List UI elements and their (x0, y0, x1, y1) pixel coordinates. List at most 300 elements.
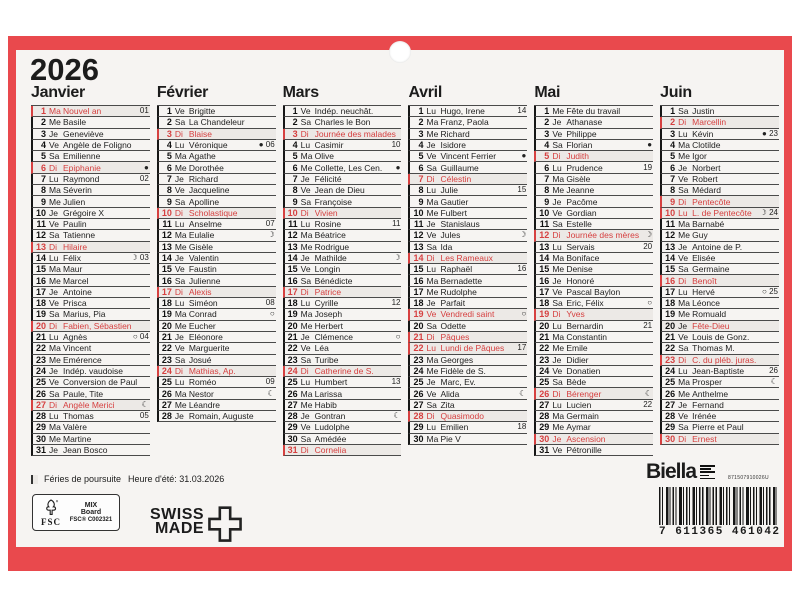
day-row (660, 129, 779, 140)
day-number: 24 (287, 365, 298, 376)
day-number: 1 (670, 106, 676, 117)
day-name: Jacqueline (188, 185, 230, 196)
day-name: Scholastique (188, 207, 238, 218)
day-number: 9 (670, 196, 676, 207)
day-name: Rosine (314, 219, 342, 230)
day-row (660, 275, 779, 286)
weekday-abbrev: Sa (552, 140, 563, 151)
day-number: 13 (665, 241, 676, 252)
day-name: Pétronille (566, 445, 602, 456)
day-number: 8 (670, 185, 676, 196)
day-name: Aymar (566, 422, 591, 433)
month-days (408, 105, 527, 445)
day-row (157, 162, 276, 173)
weekday-abbrev: Ve (552, 286, 563, 297)
weekday-abbrev: Me (300, 162, 313, 173)
weekday-abbrev: Di (174, 365, 183, 376)
day-name: Léonce (692, 298, 721, 309)
moon-week-indicator: ● (521, 151, 527, 161)
weekday-abbrev: Je (678, 320, 688, 331)
weekday-abbrev: Je (300, 332, 310, 343)
day-name: Kévin (692, 128, 714, 139)
day-number: 12 (287, 230, 298, 241)
day-number: 13 (539, 241, 550, 252)
month-name: Mars (282, 84, 319, 101)
day-name: Fernand (692, 399, 724, 410)
weekday-abbrev: Sa (678, 106, 689, 117)
fsc-mix: MIX (84, 502, 98, 509)
day-row (157, 287, 276, 298)
month-name: Juin (660, 84, 692, 101)
day-number: 19 (161, 309, 172, 320)
weekday-abbrev: Me (678, 230, 690, 241)
day-row (660, 400, 779, 411)
day-name: Fidèle de S. (440, 365, 486, 376)
day-row (408, 332, 527, 343)
day-name: Ascension (566, 433, 606, 444)
day-number: 14 (539, 253, 550, 263)
day-number: 6 (166, 162, 172, 173)
weekday-abbrev: Me (174, 241, 187, 252)
day-number: 25 (665, 377, 676, 388)
day-name: Journée des malades (314, 128, 396, 139)
fsc-tree-icon (43, 499, 59, 517)
day-number: 23 (35, 354, 46, 365)
day-row (534, 298, 653, 309)
day-number: 24 (161, 365, 172, 376)
weekday-abbrev: Je (174, 332, 184, 343)
day-name: Blaise (188, 128, 212, 139)
moon-week-indicator: ○ (521, 309, 527, 319)
day-number: 23 (665, 354, 676, 365)
day-name: Emile (566, 343, 588, 354)
day-name: Pâques (440, 332, 470, 343)
day-name: Agathe (188, 151, 216, 162)
day-name: Olive (314, 151, 335, 162)
day-number: 17 (539, 286, 550, 297)
day-name: Longin (314, 264, 341, 275)
day-name: Faustin (188, 264, 217, 275)
day-row (408, 377, 527, 388)
fsc-logo (36, 499, 66, 527)
day-row (660, 117, 779, 128)
day-row (31, 309, 150, 320)
day-number: 12 (35, 230, 46, 241)
day-name: Raphaël (440, 264, 473, 275)
day-number: 14 (287, 253, 298, 263)
biella-logo (646, 460, 715, 484)
weekday-abbrev: Sa (300, 275, 312, 286)
day-name: Turibe (314, 354, 339, 365)
weekday-abbrev: Sa (426, 399, 437, 410)
day-number: 2 (544, 117, 550, 128)
weekday-abbrev: Di (552, 388, 561, 399)
day-row (660, 434, 779, 445)
day-number: 27 (539, 399, 550, 410)
fsc-wordmark: FSC (40, 516, 61, 527)
day-name: Richard (188, 173, 219, 184)
day-name: Philippe (566, 128, 597, 139)
weekday-abbrev: Di (300, 286, 309, 297)
day-number: 17 (287, 286, 298, 297)
day-name: Jules (440, 230, 461, 241)
day-name: Gontran (314, 411, 346, 422)
day-number: 25 (539, 377, 550, 388)
weekday-abbrev: Ma (678, 140, 690, 151)
day-row (534, 219, 653, 230)
day-name: Anselme (188, 219, 222, 230)
weekday-abbrev: Ma (49, 106, 61, 117)
day-number: 30 (35, 433, 46, 444)
day-name: Bénédicte (314, 275, 353, 286)
weekday-abbrev: Di (49, 162, 58, 173)
day-row (31, 174, 150, 185)
day-row (31, 388, 150, 399)
day-number: 14 (413, 253, 424, 263)
day-row (283, 411, 402, 422)
day-number: 22 (413, 343, 424, 354)
weekday-abbrev: Ma (174, 309, 187, 320)
day-row (283, 388, 402, 399)
day-row (534, 196, 653, 207)
day-row (660, 162, 779, 173)
day-number: 29 (35, 422, 46, 433)
day-row (283, 321, 402, 332)
day-name: Martine (63, 433, 92, 444)
day-number: 8 (418, 185, 424, 196)
ean-barcode (659, 487, 781, 538)
day-name: Romain, Auguste (188, 411, 254, 422)
day-row (408, 208, 527, 219)
day-row (157, 309, 276, 320)
day-name: Yves (566, 309, 585, 320)
day-name: Rudolphe (440, 286, 477, 297)
day-name: Conrad (188, 309, 217, 320)
day-row (408, 162, 527, 173)
day-row (660, 106, 779, 117)
weekday-abbrev: Di (426, 253, 435, 263)
day-number: 4 (166, 140, 172, 151)
day-name: Amédée (314, 433, 347, 444)
day-name: Pie V (440, 433, 461, 444)
day-number: 1 (40, 106, 46, 117)
day-row (408, 151, 527, 162)
day-number: 3 (418, 128, 424, 139)
day-row (660, 309, 779, 320)
day-name: Ludolphe (314, 422, 350, 433)
moon-week-indicator: 22 (643, 399, 653, 409)
day-number: 9 (418, 196, 424, 207)
day-name: Epiphanie (63, 162, 101, 173)
day-name: Bernadette (440, 275, 483, 286)
moon-week-indicator: 13 (391, 377, 401, 387)
weekday-abbrev: Je (49, 365, 58, 376)
day-name: Richard (440, 128, 470, 139)
month-days (534, 105, 653, 456)
day-row (283, 445, 402, 456)
fsc-label-box (32, 494, 120, 531)
day-number: 27 (35, 399, 46, 410)
day-number: 21 (35, 332, 46, 343)
day-name: Grégoire X (63, 207, 105, 218)
weekday-abbrev: Je (174, 173, 184, 184)
day-number: 11 (413, 219, 424, 230)
day-number: 3 (40, 128, 46, 139)
month-avril (408, 84, 527, 456)
day-row (534, 343, 653, 354)
day-name: Denise (566, 264, 593, 275)
day-name: Hervé (692, 286, 715, 297)
day-name: Guy (692, 230, 708, 241)
day-name: Louis de Gonz. (692, 332, 750, 343)
day-name: Bernardin (566, 320, 604, 331)
weekday-abbrev: Ma (678, 377, 690, 388)
weekday-abbrev: Me (300, 320, 313, 331)
day-number: 7 (418, 173, 424, 184)
weekday-abbrev: Je (426, 298, 436, 309)
day-name: Charles le Bon (314, 117, 371, 128)
weekday-abbrev: Je (426, 219, 436, 230)
day-row (534, 332, 653, 343)
weekday-abbrev: Me (426, 365, 439, 376)
day-number: 13 (161, 241, 172, 252)
day-number: 26 (35, 388, 46, 399)
day-number: 15 (413, 264, 424, 275)
day-number: 28 (665, 411, 676, 422)
day-row (283, 434, 402, 445)
day-name: Elisée (692, 253, 716, 263)
day-row (283, 140, 402, 151)
weekday-abbrev: Ma (300, 309, 313, 320)
day-row (408, 185, 527, 196)
moon-week-indicator: 05 (139, 411, 149, 421)
day-name: Valère (63, 422, 87, 433)
weekday-abbrev: Lu (174, 219, 185, 230)
day-row (408, 264, 527, 275)
weekday-abbrev: Ve (49, 377, 59, 388)
day-number: 18 (35, 298, 46, 309)
day-name: Honoré (566, 275, 595, 286)
day-name: Médard (692, 185, 721, 196)
weekday-abbrev: Sa (49, 388, 60, 399)
moon-week-indicator: 16 (517, 264, 527, 274)
day-name: Françoise (314, 196, 352, 207)
day-number: 17 (161, 286, 172, 297)
day-row (31, 129, 150, 140)
day-row (408, 400, 527, 411)
day-number: 5 (544, 151, 550, 162)
day-row (408, 106, 527, 117)
day-number: 5 (166, 151, 172, 162)
day-name: Justin (692, 106, 715, 117)
day-name: Alexis (188, 286, 212, 297)
weekday-abbrev: Ve (678, 253, 689, 263)
day-number: 16 (665, 275, 676, 286)
weekday-abbrev: Ma (426, 433, 439, 444)
weekday-abbrev: Me (426, 128, 439, 139)
day-name: Humbert (314, 377, 348, 388)
year-title: 2026 (30, 52, 99, 87)
month-days (660, 105, 779, 445)
weekday-abbrev: Je (49, 445, 58, 456)
day-name: Mathias, Ap. (188, 365, 236, 376)
day-row (534, 287, 653, 298)
day-number: 10 (161, 207, 172, 218)
weekday-abbrev: Sa (174, 117, 186, 128)
day-number: 10 (35, 207, 46, 218)
weekday-abbrev: Ve (49, 219, 59, 230)
day-number: 14 (161, 253, 172, 263)
weekday-abbrev: Di (49, 399, 58, 410)
day-number: 25 (161, 377, 172, 388)
weekday-abbrev: Me (174, 399, 187, 410)
weekday-abbrev: Lu (678, 128, 688, 139)
weekday-abbrev: Me (174, 320, 187, 331)
weekday-abbrev: Sa (300, 196, 312, 207)
day-row (31, 445, 150, 456)
weekday-abbrev: Sa (49, 151, 60, 162)
weekday-abbrev: Me (552, 343, 565, 354)
day-name: Guillaume (440, 162, 479, 173)
day-number: 20 (665, 320, 676, 331)
day-row (31, 321, 150, 332)
month-days (283, 105, 402, 456)
weekday-abbrev: Lu (678, 286, 688, 297)
weekday-abbrev: Di (300, 207, 309, 218)
day-number: 28 (287, 411, 298, 422)
day-name: Irénée (692, 411, 717, 422)
weekday-abbrev: Je (552, 354, 562, 365)
day-row (534, 411, 653, 422)
day-name: Jean Bosco (63, 445, 108, 456)
weekday-abbrev: Di (678, 196, 687, 207)
day-row (283, 366, 402, 377)
day-name: Thomas M. (692, 343, 735, 354)
day-row (534, 117, 653, 128)
weekday-abbrev: Lu (174, 298, 185, 309)
day-number: 24 (413, 365, 424, 376)
swiss-made-line1: SWISS (150, 506, 205, 523)
day-name: Pacôme (566, 196, 598, 207)
day-row (157, 117, 276, 128)
day-row (660, 242, 779, 253)
moon-week-indicator: ☽ (644, 230, 653, 240)
day-name: Ernest (692, 433, 717, 444)
day-number: 10 (413, 207, 424, 218)
day-row (534, 388, 653, 399)
day-row (408, 388, 527, 399)
day-name: Vivien (314, 207, 338, 218)
day-name: Les Rameaux (440, 253, 493, 263)
day-name: Donatien (566, 365, 601, 376)
day-row (157, 321, 276, 332)
day-number: 10 (665, 207, 676, 218)
day-row (534, 309, 653, 320)
day-row (534, 400, 653, 411)
day-number: 3 (544, 128, 550, 139)
weekday-abbrev: Ma (552, 411, 565, 422)
weekday-abbrev: Me (426, 207, 439, 218)
day-number: 28 (413, 411, 424, 422)
day-name: Emérence (63, 354, 102, 365)
day-row (660, 264, 779, 275)
day-number: 10 (287, 207, 298, 218)
day-name: Parfait (440, 298, 466, 309)
weekday-abbrev: Je (678, 241, 688, 252)
weekday-abbrev: Je (552, 433, 562, 444)
day-row (157, 219, 276, 230)
weekday-abbrev: Je (174, 411, 184, 422)
day-row (660, 253, 779, 264)
barcode-digits: 7 611365 461042 (659, 526, 781, 538)
day-number: 23 (161, 354, 172, 365)
weekday-abbrev: Lu (426, 106, 436, 117)
day-name: Constantin (566, 332, 607, 343)
weekday-abbrev: Sa (678, 343, 689, 354)
weekday-abbrev: Ma (678, 219, 690, 230)
weekday-abbrev: Ma (49, 264, 61, 275)
day-number: 6 (544, 162, 550, 173)
weekday-abbrev: Ma (552, 332, 565, 343)
day-number: 15 (665, 264, 676, 275)
day-number: 17 (35, 286, 46, 297)
moon-week-indicator: 26 (769, 365, 778, 375)
weekday-abbrev: Ve (49, 298, 59, 309)
weekday-abbrev: Lu (49, 173, 59, 184)
day-name: Gisèle (188, 241, 213, 252)
barcode-bars (659, 487, 777, 525)
day-number: 20 (539, 320, 550, 331)
day-row (660, 287, 779, 298)
weekday-abbrev: Me (678, 388, 690, 399)
day-number: 15 (287, 264, 298, 275)
weekday-abbrev: Ve (300, 264, 311, 275)
month-mai (534, 84, 653, 456)
day-row (534, 275, 653, 286)
day-row (534, 140, 653, 151)
day-number: 15 (35, 264, 46, 275)
day-name: Jeanne (566, 185, 595, 196)
day-row (660, 411, 779, 422)
day-number: 4 (670, 140, 676, 151)
weekday-abbrev: Je (678, 399, 688, 410)
weekday-abbrev: Sa (300, 354, 312, 365)
moon-week-indicator: ☽ 03 (130, 253, 149, 262)
day-name: La Chandeleur (188, 117, 245, 128)
fsc-board: Board (80, 509, 102, 516)
weekday-abbrev: Je (552, 117, 562, 128)
day-row (408, 343, 527, 354)
moon-week-indicator: ○ (395, 332, 401, 342)
moon-week-indicator: ☾ (393, 411, 401, 421)
day-name: Odette (440, 320, 467, 331)
day-row (283, 287, 402, 298)
day-row (408, 422, 527, 433)
weekday-abbrev: Ve (300, 106, 311, 117)
weekday-abbrev: Me (49, 433, 61, 444)
moon-week-indicator: ○ (647, 298, 653, 308)
day-name: Paulin (63, 219, 87, 230)
day-name: Antoine (63, 286, 92, 297)
day-row (408, 275, 527, 286)
day-number: 9 (166, 196, 172, 207)
day-row (408, 366, 527, 377)
day-name: Julienne (188, 275, 221, 286)
moon-week-indicator: ☽ (267, 230, 275, 240)
day-name: Marc, Ev. (440, 377, 476, 388)
weekday-abbrev: Ve (678, 411, 689, 422)
day-number: 4 (418, 140, 424, 151)
